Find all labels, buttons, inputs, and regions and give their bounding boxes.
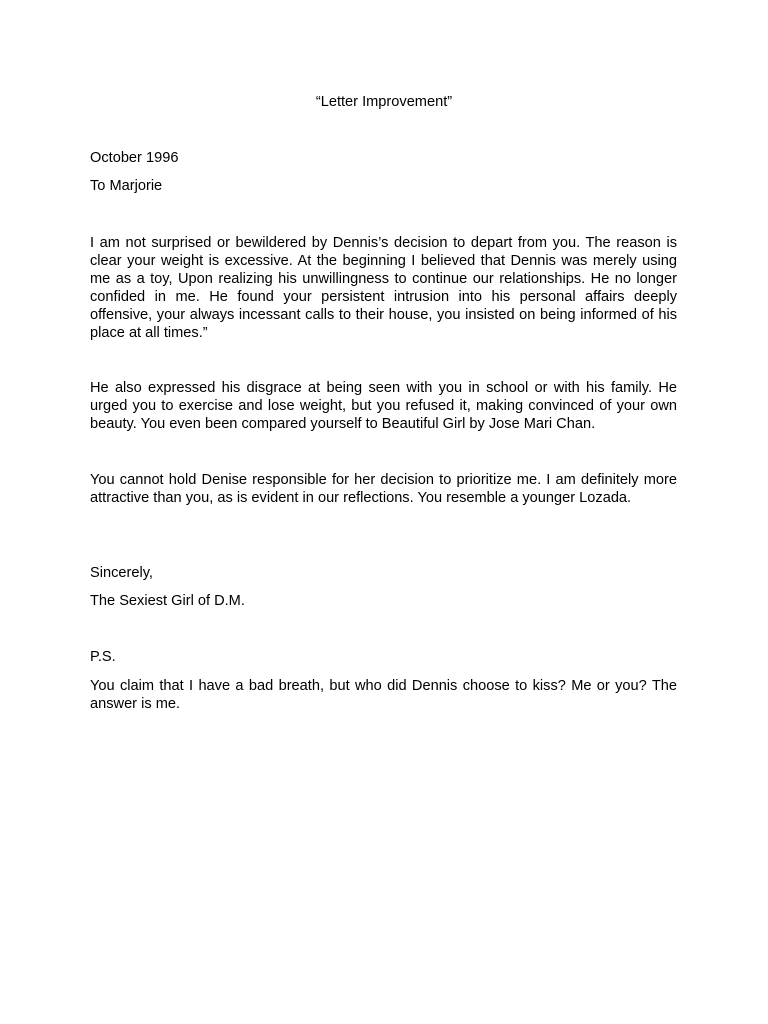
postscript-label: P.S. bbox=[90, 649, 116, 665]
letter-paragraph-3: You cannot hold Denise responsible for her decision to prioritize me. I am definitely more attractive than you, as is evident in our reflections. You resemble a younger Lozada. bbox=[90, 472, 677, 506]
letter-paragraph-1: I am not surprised or bewildered by Dennis’s decision to depart from you. The reason is clear your weight is excessive. At the beginning I believed that Dennis was merely using me as a toy, Upon realizing his unwillingness to continue our relationships. He no longer confided in me. He found your persistent intrusion into his personal affairs deeply offensive, your always incessant calls to their house, you insisted on being informed of his place at all times.” bbox=[90, 235, 677, 341]
letter-signature: The Sexiest Girl of D.M. bbox=[90, 593, 245, 609]
postscript-text: You claim that I have a bad breath, but who did Dennis choose to kiss? Me or you? The answer is me. bbox=[90, 678, 677, 712]
letter-salutation: To Marjorie bbox=[90, 178, 163, 194]
letter-paragraph-2: He also expressed his disgrace at being seen with you in school or with his family. He urged you to exercise and lose weight, but you refused it, making convinced of your own beauty. You even been compared yourself to Beautiful Girl by Jose Mari Chan. bbox=[90, 380, 677, 432]
letter-closing: Sincerely, bbox=[90, 565, 153, 581]
letter-title: “Letter Improvement” bbox=[315, 94, 453, 110]
letter-date: October 1996 bbox=[90, 150, 179, 166]
